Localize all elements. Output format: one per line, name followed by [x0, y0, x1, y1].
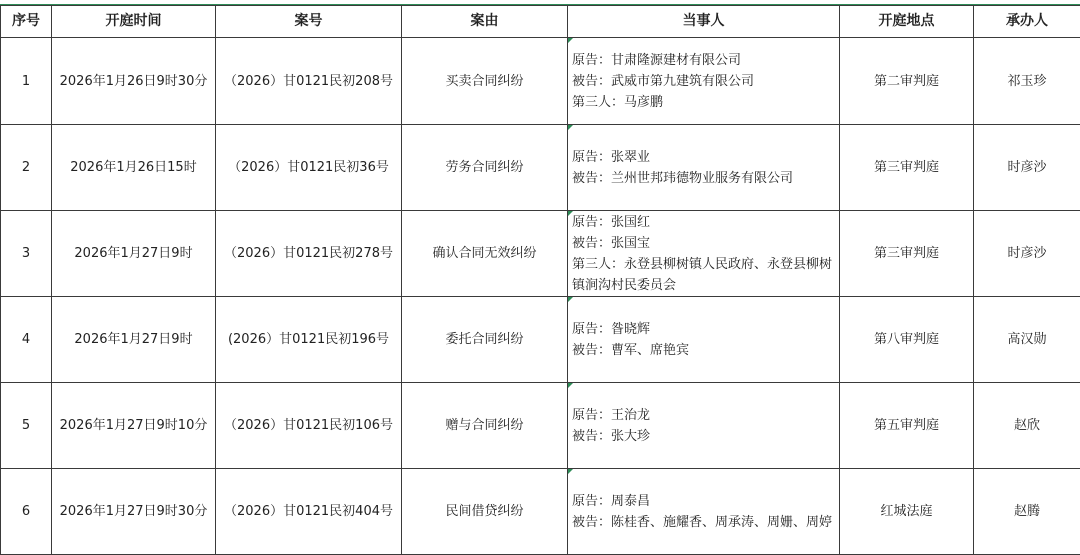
cell-no: 3	[1, 211, 52, 297]
cell-parties	[568, 125, 840, 211]
cell-no: 6	[1, 469, 52, 555]
cell-place: 第八审判庭	[840, 297, 974, 383]
cell-judge: 时彦沙	[974, 125, 1080, 211]
cell-no: 2	[1, 125, 52, 211]
header-case-number: 案号	[216, 6, 402, 38]
cell-reason: 确认合同无效纠纷	[402, 211, 568, 297]
cell-place: 红城法庭	[840, 469, 974, 555]
cell-judge: 赵腾	[974, 469, 1080, 555]
cell-case-number: （2026）甘0121民初404号	[216, 469, 402, 555]
cell-place: 第五审判庭	[840, 383, 974, 469]
party-line: 被告：兰州世邦玮德物业服务有限公司	[572, 168, 835, 189]
cell-reason: 劳务合同纠纷	[402, 125, 568, 211]
cell-time: 2026年1月27日9时	[52, 211, 216, 297]
table-row	[1, 469, 1080, 555]
cell-place: 第三审判庭	[840, 125, 974, 211]
party-line: 被告：张大珍	[572, 426, 835, 447]
cell-case-number: （2026）甘0121民初106号	[216, 383, 402, 469]
cell-no: 4	[1, 297, 52, 383]
cell-judge: 时彦沙	[974, 211, 1080, 297]
party-line: 被告：张国宝	[572, 233, 835, 254]
table-row	[1, 125, 1080, 211]
cell-judge: 高汉勋	[974, 297, 1080, 383]
header-judge: 承办人	[974, 6, 1080, 38]
cell-judge: 祁玉珍	[974, 38, 1080, 125]
header-parties: 当事人	[568, 6, 840, 38]
party-line: 被告：陈桂香、施耀香、周承涛、周姗、周婷	[572, 512, 835, 533]
cell-reason: 买卖合同纠纷	[402, 38, 568, 125]
cell-parties	[568, 297, 840, 383]
party-line: 原告：甘肃隆源建材有限公司	[572, 50, 835, 71]
cell-judge: 赵欣	[974, 383, 1080, 469]
cell-reason: 委托合同纠纷	[402, 297, 568, 383]
cell-parties	[568, 38, 840, 125]
cell-time: 2026年1月26日9时30分	[52, 38, 216, 125]
party-line: 第三人：永登县柳树镇人民政府、永登县柳树镇涧沟村民委员会	[572, 254, 835, 296]
cell-parties	[568, 211, 840, 297]
cell-no: 5	[1, 383, 52, 469]
cell-reason: 赠与合同纠纷	[402, 383, 568, 469]
table-row	[1, 38, 1080, 125]
party-line: 原告：张翠业	[572, 147, 835, 168]
cell-time: 2026年1月26日15时	[52, 125, 216, 211]
cell-case-number: （2026）甘0121民初208号	[216, 38, 402, 125]
cell-reason: 民间借贷纠纷	[402, 469, 568, 555]
cell-time: 2026年1月27日9时30分	[52, 469, 216, 555]
party-line: 被告：曹军、席艳宾	[572, 340, 835, 361]
cell-place: 第二审判庭	[840, 38, 974, 125]
header-time: 开庭时间	[52, 6, 216, 38]
hearing-schedule-table	[0, 5, 1080, 555]
header-place: 开庭地点	[840, 6, 974, 38]
header-no: 序号	[1, 6, 52, 38]
table-row	[1, 297, 1080, 383]
party-line: 原告：周泰昌	[572, 491, 835, 512]
party-line: 被告：武威市第九建筑有限公司	[572, 71, 835, 92]
header-row	[1, 6, 1080, 38]
cell-no: 1	[1, 38, 52, 125]
cell-place: 第三审判庭	[840, 211, 974, 297]
cell-case-number: （2026）甘0121民初36号	[216, 125, 402, 211]
header-reason: 案由	[402, 6, 568, 38]
cell-parties	[568, 383, 840, 469]
table-row	[1, 211, 1080, 297]
cell-case-number: (2026）甘0121民初196号	[216, 297, 402, 383]
cell-time: 2026年1月27日9时	[52, 297, 216, 383]
cell-case-number: （2026）甘0121民初278号	[216, 211, 402, 297]
party-line: 原告：张国红	[572, 212, 835, 233]
cell-parties	[568, 469, 840, 555]
cell-time: 2026年1月27日9时10分	[52, 383, 216, 469]
party-line: 原告：王治龙	[572, 405, 835, 426]
party-line: 原告：昝晓辉	[572, 319, 835, 340]
table-row	[1, 383, 1080, 469]
party-line: 第三人：马彦鹏	[572, 92, 835, 113]
